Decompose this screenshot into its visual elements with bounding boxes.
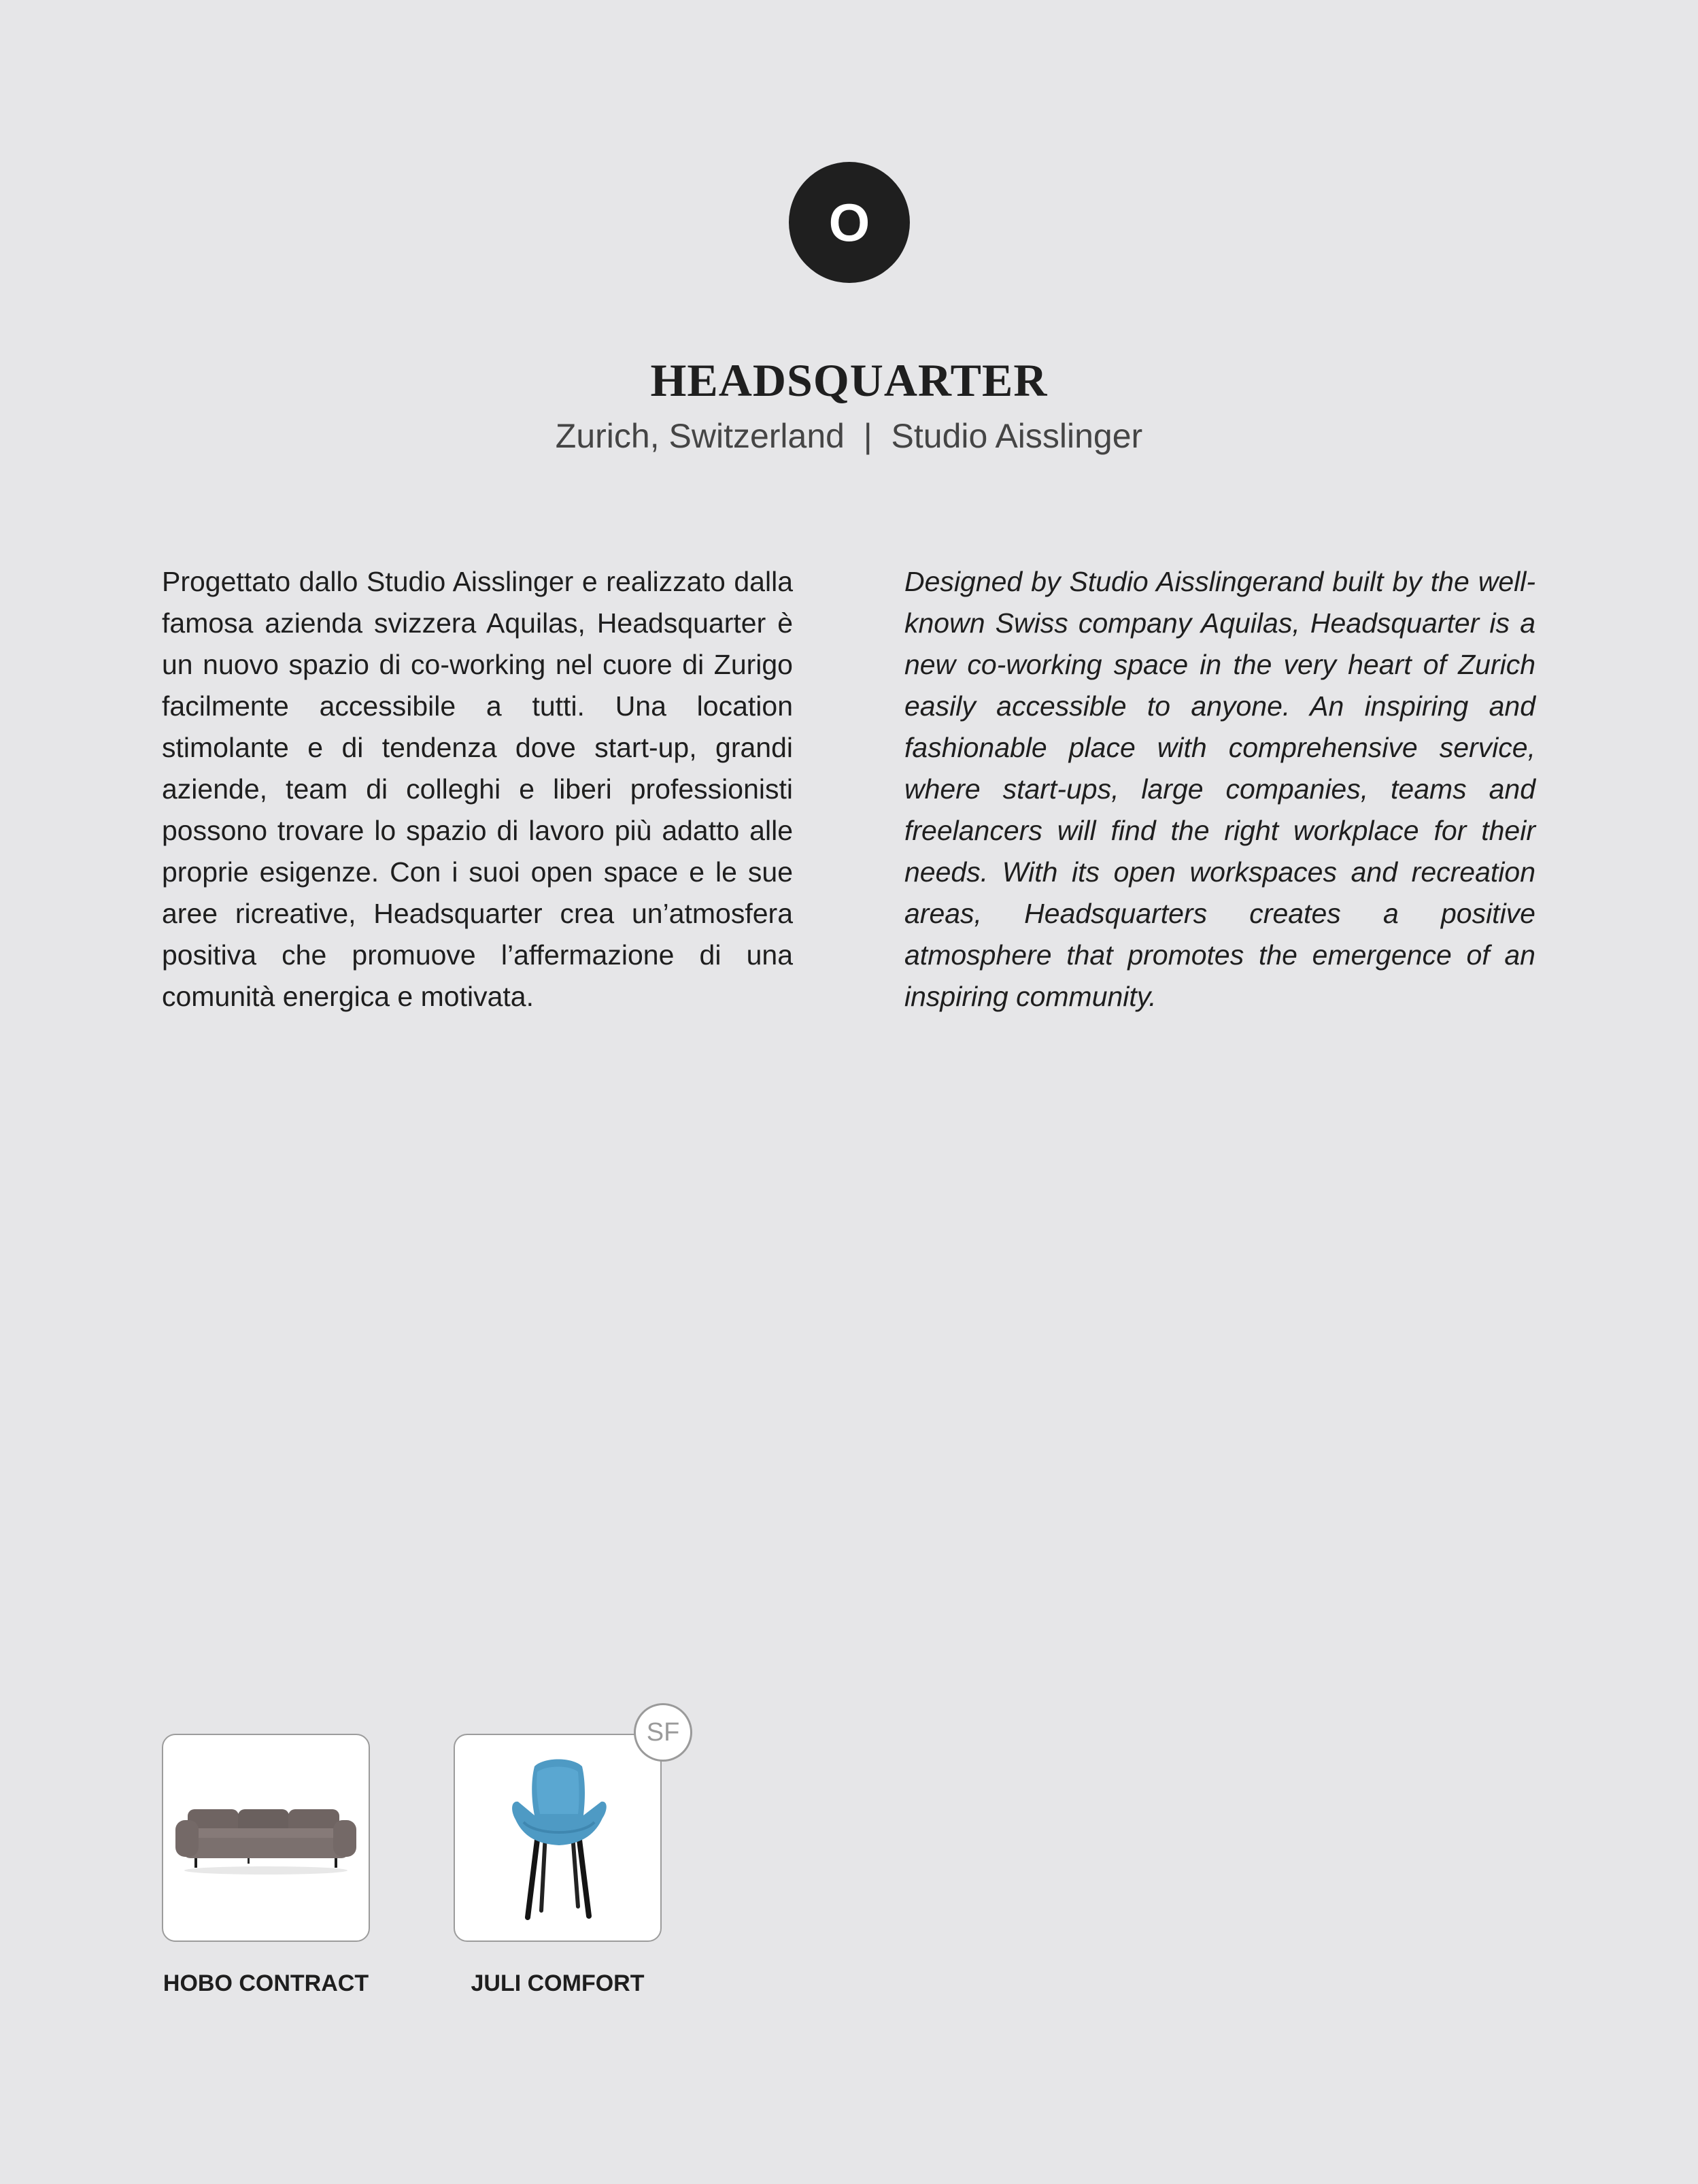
armchair-icon: [496, 1753, 619, 1923]
product-name: JULI COMFORT: [471, 1970, 645, 1996]
product-card-juli-comfort[interactable]: [454, 1734, 662, 1996]
product-thumbnail[interactable]: [162, 1734, 370, 1942]
page-title: HEADSQUARTER: [650, 354, 1048, 406]
subtitle-separator: |: [863, 417, 872, 455]
page-subtitle: [0, 416, 1698, 456]
sf-badge: [634, 1703, 692, 1762]
sf-badge-label: SF: [646, 1717, 680, 1747]
location-text: Zurich, Switzerland: [555, 417, 845, 455]
designer-text: Studio Aisslinger: [891, 417, 1143, 455]
description-italian: Progettato dallo Studio Aisslinger e realizzato dalla famosa azienda svizzera Aquilas, Headsquarter è un nuovo spazio di co-working nel cuore di Zurigo facilmente accessibile a tutti. Una location stimolante e di tendenza dove start-up, grandi aziende, team di colleghi e liberi professionisti possono trovare lo spazio di lavoro più adatto alle proprie esigenze. Con i suoi open space e le sue aree ricreative, Headsquarter crea un’atmosfera positiva che promuove l’affermazione di una comunità energica e motivata.: [162, 566, 793, 1012]
product-card-hobo-contract[interactable]: [162, 1734, 370, 1996]
description-english: Designed by Studio Aisslingerand built by the well-known Swiss company Aquilas, Headsquarter is a new co-working space in the very heart of Zurich easily accessible to anyone. An inspiring and fashionable place with comprehensive service, where start-ups, large companies, teams and freelancers will find the right workplace for their needs. With its open workspaces and recreation areas, Headsquarters creates a positive atmosphere that promotes the emergence of an inspiring community.: [904, 566, 1535, 1012]
product-thumbnail[interactable]: [454, 1734, 662, 1942]
chapter-letter: O: [828, 192, 870, 252]
product-name: HOBO CONTRACT: [163, 1970, 369, 1996]
chapter-badge: [789, 162, 910, 283]
sofa-icon: [167, 1797, 364, 1879]
